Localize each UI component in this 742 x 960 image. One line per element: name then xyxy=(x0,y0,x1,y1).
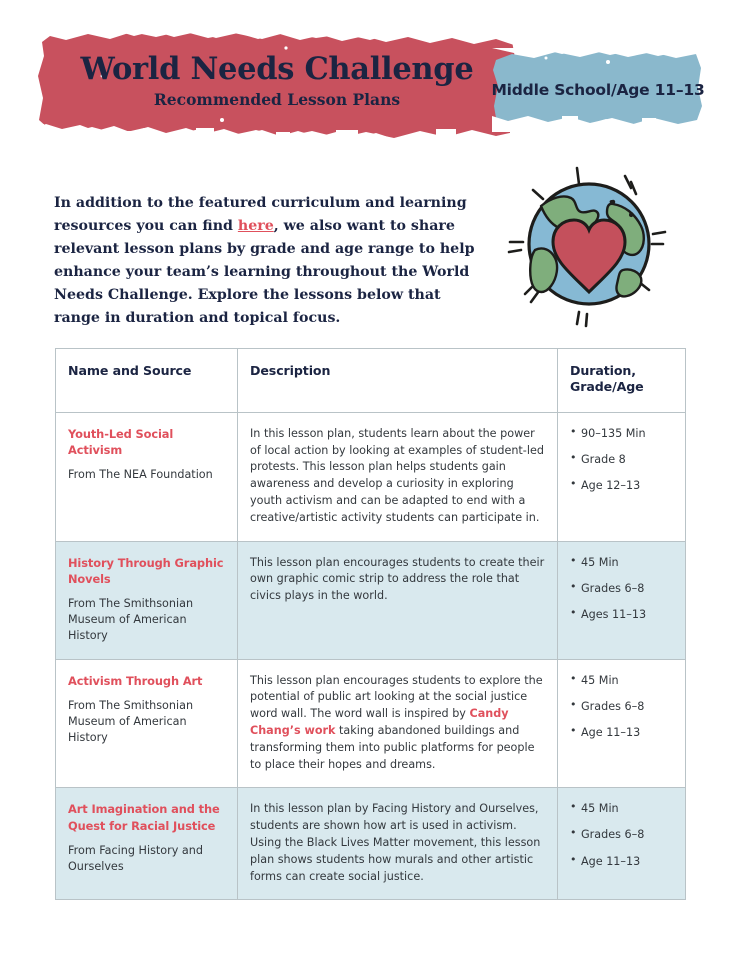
description-text: This lesson plan encourages students to explore the potential of public art looking at the social justice word wall. The word wall is inspired by xyxy=(250,673,543,721)
lesson-duration-cell xyxy=(558,412,686,541)
grade-item: • Grades 6–8 xyxy=(570,581,673,596)
banner-title-block xyxy=(36,28,518,140)
duration-list xyxy=(570,801,673,868)
age-item: • Ages 11–13 xyxy=(570,607,673,622)
column-header-duration xyxy=(558,349,686,413)
table-row xyxy=(56,412,686,541)
lesson-title-link[interactable]: Activism Through Art xyxy=(68,673,203,688)
grade-item: • Grade 8 xyxy=(570,452,673,467)
grade-item: • Grades 6–8 xyxy=(570,827,673,842)
lesson-source: From The Smithsonian Museum of American History xyxy=(68,596,194,643)
column-header-description: Description xyxy=(238,349,558,413)
table-row xyxy=(56,788,686,900)
intro-text-part2: , we also want to share relevant lesson plans by grade and age range to help enhance your team’s learning throughout the World Needs Challenge. Explore the lessons below that range in duration and topical focus. xyxy=(54,218,475,327)
lesson-description-cell xyxy=(238,788,558,900)
lesson-name-cell xyxy=(56,788,238,900)
duration-item: • 45 Min xyxy=(570,555,673,570)
lesson-name-cell xyxy=(56,541,238,659)
lesson-duration-cell xyxy=(558,788,686,900)
age-item: • Age 11–13 xyxy=(570,725,673,740)
lesson-description-cell xyxy=(238,659,558,788)
description-highlight-link[interactable]: Candy Chang’s work xyxy=(250,707,509,737)
lesson-description-cell xyxy=(238,541,558,659)
table-header xyxy=(56,349,686,413)
globe-with-heart-icon xyxy=(505,154,685,334)
here-link[interactable]: here xyxy=(237,218,274,235)
table-body xyxy=(56,412,686,900)
lesson-source: From The Smithsonian Museum of American History xyxy=(68,698,194,745)
description-text: In this lesson plan, students learn about the power of local action by looking at examples of student-led protests. This lesson plan helps students gain awareness and develop a curiosity in exploring youth activism and can be adapted to end with a creative/artistic activity students can participate in. xyxy=(250,426,544,524)
duration-list xyxy=(570,673,673,740)
intro-section xyxy=(0,162,742,327)
lesson-name-cell xyxy=(56,659,238,788)
lesson-duration-cell xyxy=(558,659,686,788)
age-item: • Age 11–13 xyxy=(570,854,673,869)
intro-text-part1: In addition to the featured curriculum and learning resources you can find xyxy=(54,195,467,235)
age-item: • Age 12–13 xyxy=(570,478,673,493)
lesson-source: From The NEA Foundation xyxy=(68,468,213,482)
duration-item: • 45 Min xyxy=(570,673,673,688)
page-title: World Needs Challenge xyxy=(80,50,474,87)
duration-list xyxy=(570,555,673,622)
column-header-name: Name and Source xyxy=(56,349,238,413)
lesson-duration-cell xyxy=(558,541,686,659)
lesson-title-link[interactable]: Youth-Led Social Activism xyxy=(68,426,174,457)
duration-list xyxy=(570,426,673,493)
column-header-duration-line2: Grade/Age xyxy=(570,379,644,395)
lesson-description-cell xyxy=(238,412,558,541)
duration-item: • 90–135 Min xyxy=(570,426,673,441)
intro-paragraph xyxy=(54,192,490,330)
lesson-plans-table xyxy=(55,348,686,900)
grade-item: • Grades 6–8 xyxy=(570,699,673,714)
column-header-duration-line1: Duration, xyxy=(570,363,636,378)
description-text: In this lesson plan by Facing History and Ourselves, students are shown how art is used in activism. Using the Black Lives Matter movement, this lesson plan shows students how murals and other artistic forms can create social justice. xyxy=(250,802,541,883)
lesson-name-cell xyxy=(56,412,238,541)
page-subtitle: Recommended Lesson Plans xyxy=(153,90,401,109)
duration-item: • 45 Min xyxy=(570,801,673,816)
lesson-title-link[interactable]: Art Imagination and the Quest for Racial Justice xyxy=(68,802,220,833)
table-row xyxy=(56,659,686,788)
page-header xyxy=(0,0,742,150)
description-text: This lesson plan encourages students to create their own graphic comic strip to address the role that civics plays in the world. xyxy=(250,555,545,603)
lesson-source: From Facing History and Ourselves xyxy=(68,843,203,873)
description-text-post: taking abandoned buildings and transforming them into public platforms for people to place their hopes and dreams. xyxy=(250,723,535,771)
table-row xyxy=(56,541,686,659)
grade-level-badge: Middle School/Age 11–13 xyxy=(491,81,705,99)
table-header-row xyxy=(56,349,686,413)
lesson-title-link[interactable]: History Through Graphic Novels xyxy=(68,555,224,586)
